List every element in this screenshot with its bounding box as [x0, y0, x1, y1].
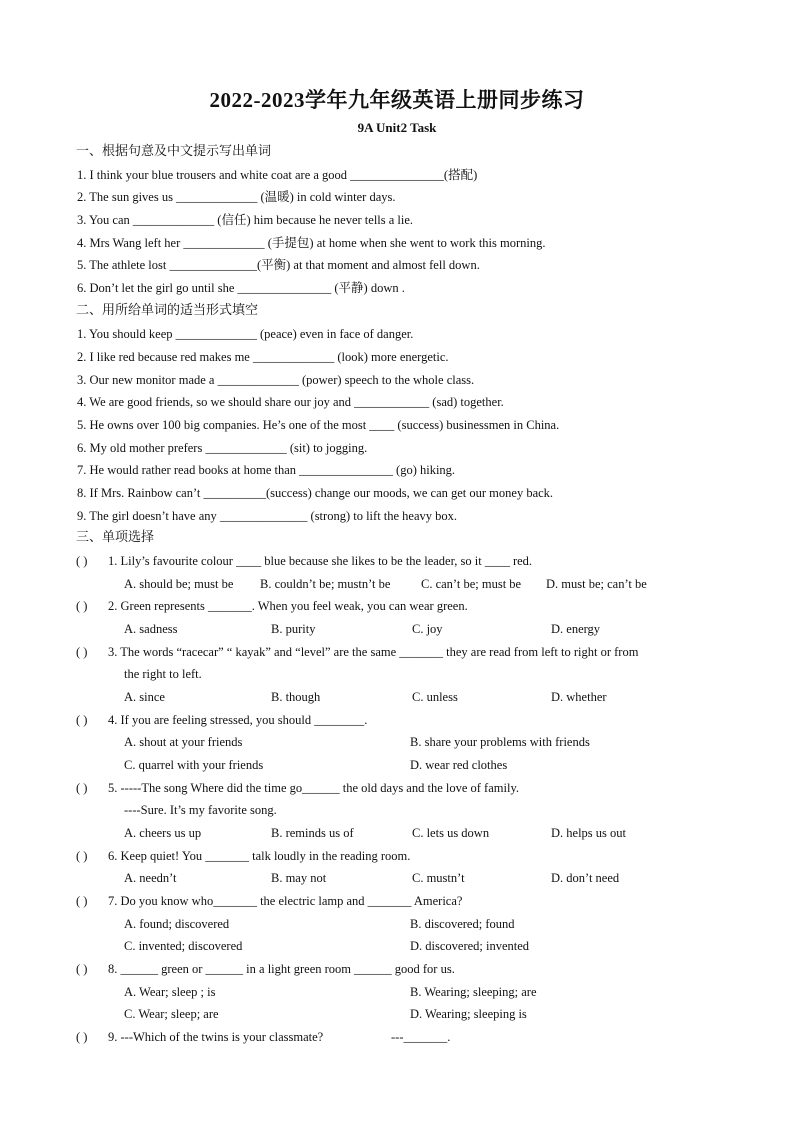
option-c: C. unless: [412, 690, 458, 704]
section1-item: 1. I think your blue trousers and white coat are a good _______________(搭配): [77, 168, 478, 182]
option-b: B. may not: [271, 871, 327, 885]
section2-item: 2. I like red because red makes me _____________ (look) more energetic.: [77, 350, 449, 364]
question-stem-continued: the right to left.: [124, 667, 202, 681]
answer-paren: ( ): [76, 713, 88, 727]
option-a: A. since: [124, 690, 165, 704]
answer-paren: ( ): [76, 1030, 88, 1044]
question-stem: 9. ---Which of the twins is your classmate?: [108, 1030, 324, 1044]
option-d: D. discovered; invented: [410, 939, 530, 953]
option-a: A. needn’t: [124, 871, 177, 885]
option-c: C. quarrel with your friends: [124, 758, 264, 772]
section2-item: 3. Our new monitor made a _____________ (power) speech to the whole class.: [77, 373, 475, 387]
question-stem-continued: ----Sure. It’s my favorite song.: [124, 803, 277, 817]
answer-paren: ( ): [76, 894, 88, 908]
section2-item: 4. We are good friends, so we should share our joy and ____________ (sad) together.: [77, 395, 504, 409]
question-stem: 2. Green represents _______. When you feel weak, you can wear green.: [108, 599, 468, 613]
section2-item: 9. The girl doesn’t have any ______________ (strong) to lift the heavy box.: [77, 509, 458, 523]
answer-paren: ( ): [76, 781, 88, 795]
question-stem: 7. Do you know who_______ the electric lamp and _______ America?: [108, 894, 463, 908]
section1-item: 4. Mrs Wang left her _____________ (手提包) at home when she went to work this morning.: [77, 236, 546, 250]
section2-item: 7. He would rather read books at home than _______________ (go) hiking.: [77, 463, 456, 477]
option-d: D. must be; can’t be: [546, 577, 647, 591]
question-stem: 4. If you are feeling stressed, you should ________.: [108, 713, 368, 727]
option-a: A. cheers us up: [124, 826, 202, 840]
option-b: B. purity: [271, 622, 316, 636]
page-subtitle: 9A Unit2 Task: [357, 120, 437, 135]
option-c: C. Wear; sleep; are: [124, 1007, 219, 1021]
option-d: D. whether: [551, 690, 607, 704]
section1-item: 2. The sun gives us _____________ (温暖) in cold winter days.: [77, 190, 396, 204]
question-stem: 5. -----The song Where did the time go______ the old days and the love of family.: [108, 781, 520, 795]
option-d: D. helps us out: [551, 826, 626, 840]
answer-paren: ( ): [76, 962, 88, 976]
option-d: D. wear red clothes: [410, 758, 508, 772]
answer-paren: ( ): [76, 849, 88, 863]
section1-item: 6. Don’t let the girl go until she _______________ (平静) down .: [77, 281, 405, 295]
option-d: D. Wearing; sleeping is: [410, 1007, 527, 1021]
section2-heading: 二、用所给单词的适当形式填空: [76, 303, 259, 318]
option-c: C. lets us down: [412, 826, 490, 840]
option-b: B. though: [271, 690, 321, 704]
option-b: B. Wearing; sleeping; are: [410, 985, 537, 999]
option-c: C. joy: [412, 622, 443, 636]
question-stem: 1. Lily’s favourite colour ____ blue because she likes to be the leader, so it ____ red.: [108, 554, 533, 568]
section1-item: 5. The athlete lost ______________(平衡) at that moment and almost fell down.: [77, 258, 480, 272]
section1-item: 3. You can _____________ (信任) him because he never tells a lie.: [77, 213, 414, 227]
question-stem: 6. Keep quiet! You _______ talk loudly in the reading room.: [108, 849, 411, 863]
section3-heading: 三、单项选择: [76, 530, 155, 545]
section2-item: 1. You should keep _____________ (peace) even in face of danger.: [77, 327, 414, 341]
answer-paren: ( ): [76, 599, 88, 613]
option-a: A. Wear; sleep ; is: [124, 985, 216, 999]
question-stem: 3. The words “racecar” “ kayak” and “level” are the same _______ they are read from left to right or from: [108, 645, 639, 659]
answer-line: ---_______.: [391, 1030, 451, 1044]
question-stem: 8. ______ green or ______ in a light green room ______ good for us.: [108, 962, 455, 976]
section2-item: 6. My old mother prefers _____________ (sit) to jogging.: [77, 441, 368, 455]
section1-heading: 一、根据句意及中文提示写出单词: [76, 144, 272, 159]
option-a: A. shout at your friends: [124, 735, 243, 749]
section2-item: 8. If Mrs. Rainbow can’t __________(success) change our moods, we can get our money back.: [77, 486, 554, 500]
option-b: B. discovered; found: [410, 917, 515, 931]
answer-paren: ( ): [76, 554, 88, 568]
answer-paren: ( ): [76, 645, 88, 659]
page-title: 2022-2023学年九年级英语上册同步练习: [209, 88, 585, 112]
section2-item: 5. He owns over 100 big companies. He’s one of the most ____ (success) businessmen in China.: [77, 418, 560, 432]
option-d: D. don’t need: [551, 871, 620, 885]
option-c: C. can’t be; must be: [421, 577, 522, 591]
option-a: A. should be; must be: [124, 577, 234, 591]
option-b: B. share your problems with friends: [410, 735, 590, 749]
option-a: A. found; discovered: [124, 917, 230, 931]
option-c: C. invented; discovered: [124, 939, 243, 953]
option-c: C. mustn’t: [412, 871, 465, 885]
option-a: A. sadness: [124, 622, 178, 636]
option-b: B. reminds us of: [271, 826, 354, 840]
option-d: D. energy: [551, 622, 601, 636]
option-b: B. couldn’t be; mustn’t be: [260, 577, 391, 591]
